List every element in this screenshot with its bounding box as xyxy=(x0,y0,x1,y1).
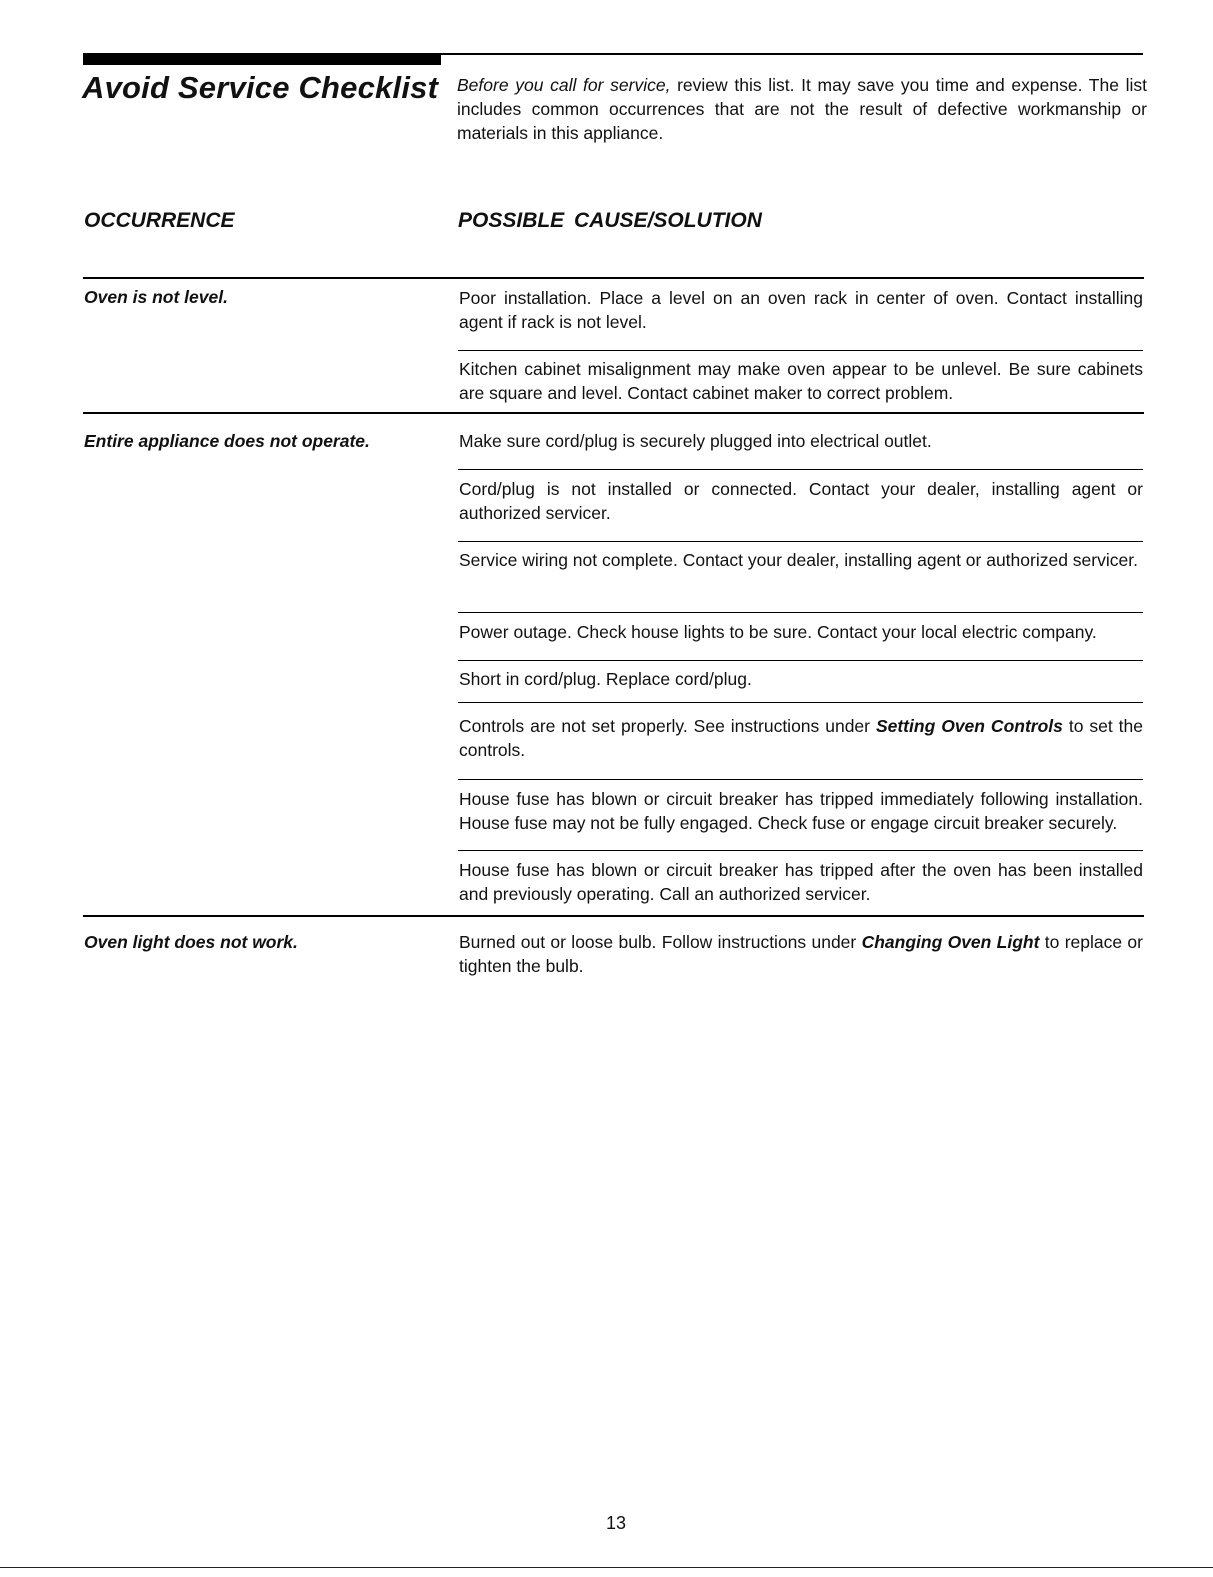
solution-text: to set the controls. xyxy=(459,716,1144,760)
solution-text: to replace or tighten the bulb. xyxy=(459,932,1143,976)
occurrence-oven-not-level: Oven is not level. xyxy=(84,287,228,307)
solution-divider xyxy=(458,702,1143,703)
intro-rest: review this list. It may save you time and expense. The list includes common occurrences that are not the result of defective workmanship or materials in this appliance. xyxy=(457,75,1148,143)
solution-text: Controls are not set properly. See instructions under xyxy=(459,716,876,736)
solution-divider xyxy=(458,541,1143,542)
page-bottom-rule xyxy=(0,1567,1213,1568)
solution-item: Power outage. Check house lights to be sure. Contact your local electric company. xyxy=(459,622,1097,642)
solution-divider xyxy=(458,350,1143,351)
intro-lead: Before you call for service, xyxy=(457,75,671,95)
solution-column-heading: POSSIBLE CAUSE/SOLUTION xyxy=(458,209,762,232)
solution-item: House fuse has blown or circuit breaker has tripped after the oven has been installed and previously operating. Call an authorized servicer. xyxy=(459,860,1143,904)
solution-item: Kitchen cabinet misalignment may make oven appear to be unlevel. Be sure cabinets are square and level. Contact cabinet maker to correct problem. xyxy=(459,359,1143,403)
solution-divider xyxy=(458,660,1143,661)
occurrence-appliance-not-operate: Entire appliance does not operate. xyxy=(84,431,370,451)
intro-paragraph xyxy=(457,73,1147,145)
solution-item: Poor installation. Place a level on an oven rack in center of oven. Contact installing agent if rack is not level. xyxy=(459,288,1143,332)
header-rule-thin xyxy=(441,53,1143,55)
changing-oven-light-reference: Changing Oven Light xyxy=(861,932,1040,952)
occurrence-oven-light: Oven light does not work. xyxy=(84,932,298,952)
solution-item: Short in cord/plug. Replace cord/plug. xyxy=(459,669,752,689)
section-divider xyxy=(83,915,1144,917)
solution-item: Cord/plug is not installed or connected. Contact your dealer, installing agent or authorized servicer. xyxy=(459,479,1143,523)
section-divider xyxy=(83,277,1144,279)
page-title: Avoid Service Checklist xyxy=(82,70,439,105)
section-divider xyxy=(83,412,1144,414)
solution-divider xyxy=(458,612,1143,613)
solution-item: House fuse has blown or circuit breaker has tripped immediately following installation. House fuse may not be fully engaged. Check fuse or engage circuit breaker securely. xyxy=(459,789,1143,833)
solution-item-controls xyxy=(459,714,1143,762)
solution-item-oven-light xyxy=(459,930,1143,978)
solution-divider xyxy=(458,779,1143,780)
solution-item: Make sure cord/plug is securely plugged into electrical outlet. xyxy=(459,431,932,451)
page-number: 13 xyxy=(605,1513,627,1533)
header-rule-thick xyxy=(83,53,441,65)
solution-divider xyxy=(458,469,1143,470)
occurrence-column-heading: OCCURRENCE xyxy=(84,209,235,232)
solution-text: Burned out or loose bulb. Follow instructions under xyxy=(459,932,862,952)
setting-oven-controls-reference: Setting Oven Controls xyxy=(875,716,1063,736)
solution-divider xyxy=(458,850,1143,851)
solution-item: Service wiring not complete. Contact your dealer, installing agent or authorized servicer. xyxy=(459,550,1138,570)
